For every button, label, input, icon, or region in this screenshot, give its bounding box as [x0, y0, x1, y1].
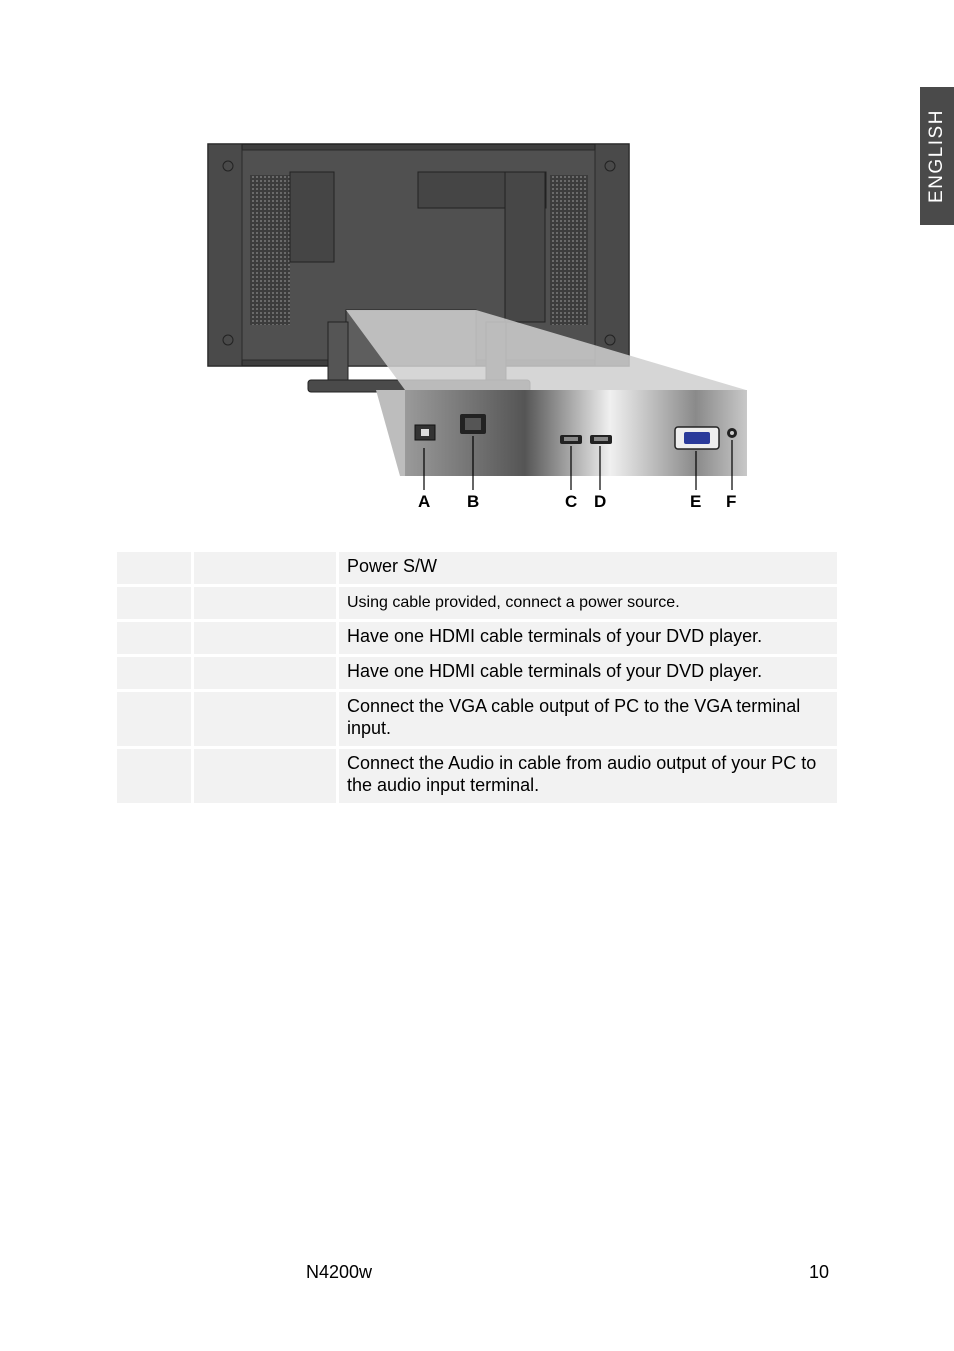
table-cell-label	[117, 692, 191, 746]
footer-model: N4200w	[306, 1262, 373, 1282]
language-tab	[920, 87, 954, 225]
table-row	[117, 622, 837, 654]
table-cell-label	[117, 622, 191, 654]
table-cell-description: Connect the VGA cable output of PC to the VGA terminal input.	[339, 692, 837, 746]
table-cell-name	[194, 749, 336, 803]
table-cell-description: Power S/W	[339, 552, 837, 584]
callout-a: A	[418, 492, 431, 511]
table-row	[117, 552, 837, 584]
table-cell-name	[194, 692, 336, 746]
table-cell-label	[117, 749, 191, 803]
connector-table	[114, 549, 840, 806]
table-cell-label	[117, 552, 191, 584]
table-cell-name	[194, 587, 336, 619]
footer-page-number: 10	[809, 1262, 830, 1282]
table-cell-description: Have one HDMI cable terminals of your DVD player.	[339, 622, 837, 654]
callout-b: B	[467, 492, 480, 511]
table-cell-name	[194, 552, 336, 584]
table-cell-description: Connect the Audio in cable from audio output of your PC to the audio input terminal.	[339, 749, 837, 803]
table-cell-name	[194, 657, 336, 689]
callout-e: E	[690, 492, 702, 511]
table-cell-label	[117, 657, 191, 689]
table-cell-label	[117, 587, 191, 619]
tv-rear-illustration	[200, 140, 760, 520]
callout-c: C	[565, 492, 578, 511]
callout-d: D	[594, 492, 607, 511]
table-cell-name	[194, 622, 336, 654]
table-cell-description: Using cable provided, connect a power source.	[339, 587, 837, 619]
table-row	[117, 657, 837, 689]
table-row	[117, 692, 837, 746]
tv-rear-panel-figure	[200, 140, 760, 520]
language-tab-label: ENGLISH	[926, 109, 947, 203]
callout-f: F	[726, 492, 737, 511]
table-row	[117, 749, 837, 803]
table-row	[117, 587, 837, 619]
table-cell-description: Have one HDMI cable terminals of your DVD player.	[339, 657, 837, 689]
